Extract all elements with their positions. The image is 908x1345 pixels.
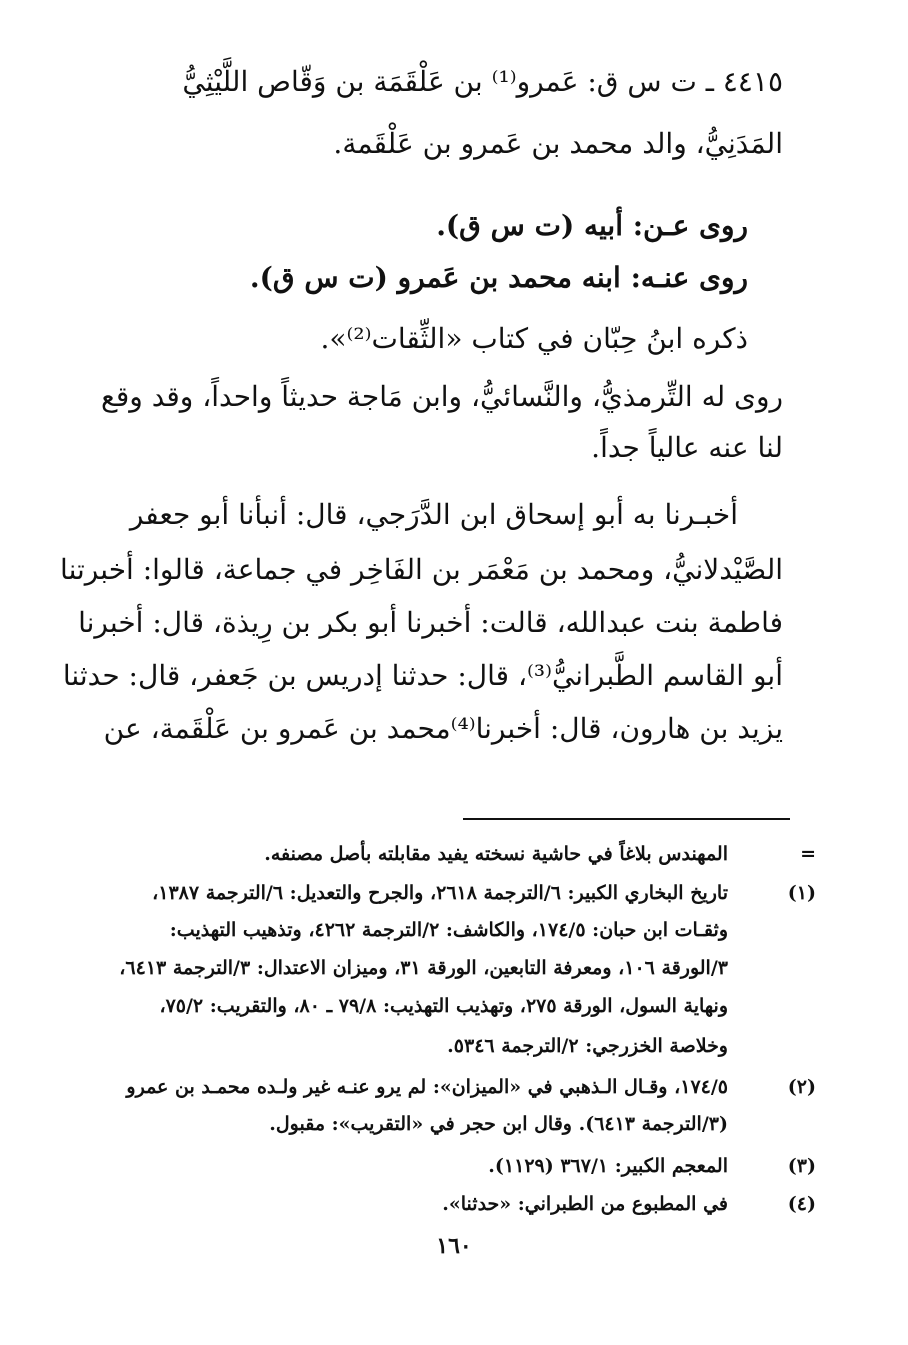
isnad-line-2: الصَّيْدلانيُّ، ومحمد بن مَعْمَر بن الفَاخِر في جماعة، قالوا: أخبرتنا xyxy=(60,553,783,586)
entry-heading-line-1: ٤٤١٥ ـ ت س ق: عَمرو⁽¹⁾ بن عَلْقَمَة بن وَقّاص اللَّيْثِيُّ xyxy=(182,65,783,98)
footnote-2-line-2: (٣/الترجمة ٦٤١٣). وقال ابن حجر في «التقريب»: مقبول. xyxy=(269,1113,728,1135)
isnad-line-3: فاطمة بنت عبدالله، قالت: أخبرنا أبو بكر بن رِيذة، قال: أخبرنا xyxy=(78,606,783,639)
footnote-separator xyxy=(463,818,790,820)
footnote-3-number: (٣) xyxy=(787,1155,816,1177)
narrated-for-line-1: روى له التِّرمذيُّ، والنَّسائيُّ، وابن مَاجة حديثاً واحداً، وقد وقع xyxy=(101,380,783,413)
footnote-1-number: (١) xyxy=(787,882,816,904)
footnote-4-line-1: في المطبوع من الطبراني: «حدثنا». xyxy=(442,1193,728,1215)
narrated-from: روى عـن: أبيه (ت س ق). xyxy=(436,209,748,242)
footnote-3-line-1: المعجم الكبير: ٣٦٧/١ (١١٢٩). xyxy=(488,1155,728,1177)
footnote-continuation: المهندس بلاغاً في حاشية نسخته يفيد مقابلته بأصل مصنفه. xyxy=(264,843,728,865)
narrated-by: روى عنـه: ابنه محمد بن عَمرو (ت س ق). xyxy=(249,261,748,294)
footnote-1-line-5: وخلاصة الخزرجي: ٢/الترجمة ٥٣٤٦. xyxy=(447,1035,728,1057)
footnote-1-line-2: وثقـات ابن حبان: ١٧٤/٥، والكاشف: ٢/الترجمة ٤٢٦٢، وتذهيب التهذيب: xyxy=(169,919,728,941)
footnote-continuation-marker: = xyxy=(800,843,816,865)
footnote-1-line-3: ٣/الورقة ١٠٦، ومعرفة التابعين، الورقة ٣١، وميزان الاعتدال: ٣/الترجمة ٦٤١٣، xyxy=(119,957,728,979)
entry-heading-line-2: المَدَنِيُّ، والد محمد بن عَمرو بن عَلْقَمة. xyxy=(333,127,783,160)
isnad-line-1: أخبـرنا به أبو إسحاق ابن الدَّرَجي، قال: أنبأنا أبو جعفر xyxy=(129,498,738,531)
narrated-for-line-2: لنا عنه عالياً جداً. xyxy=(591,431,783,464)
footnote-2-number: (٢) xyxy=(787,1076,816,1098)
footnote-4-number: (٤) xyxy=(787,1193,816,1215)
footnote-1-line-4: ونهاية السول، الورقة ٢٧٥، وتهذيب التهذيب: ٧٩/٨ ـ ٨٠، والتقريب: ٧٥/٢، xyxy=(159,995,728,1017)
footnote-2-line-1: ١٧٤/٥، وقـال الـذهبي في «الميزان»: لم يرو عنـه غير ولـده محمـد بن عمرو xyxy=(126,1076,728,1098)
isnad-line-5: يزيد بن هارون، قال: أخبرنا⁽⁴⁾محمد بن عَمرو بن عَلْقَمة، عن xyxy=(103,712,783,745)
isnad-line-4: أبو القاسم الطَّبرانيُّ⁽³⁾، قال: حدثنا إدريس بن جَعفر، قال: حدثنا xyxy=(62,659,783,692)
page-number: ١٦٠ xyxy=(436,1233,472,1259)
ibn-hibban-mention: ذكره ابنُ حِبّان في كتاب «الثِّقات⁽²⁾». xyxy=(320,322,748,355)
footnote-1-line-1: تاريخ البخاري الكبير: ٦/الترجمة ٢٦١٨، والجرح والتعديل: ٦/الترجمة ١٣٨٧، xyxy=(152,882,728,904)
